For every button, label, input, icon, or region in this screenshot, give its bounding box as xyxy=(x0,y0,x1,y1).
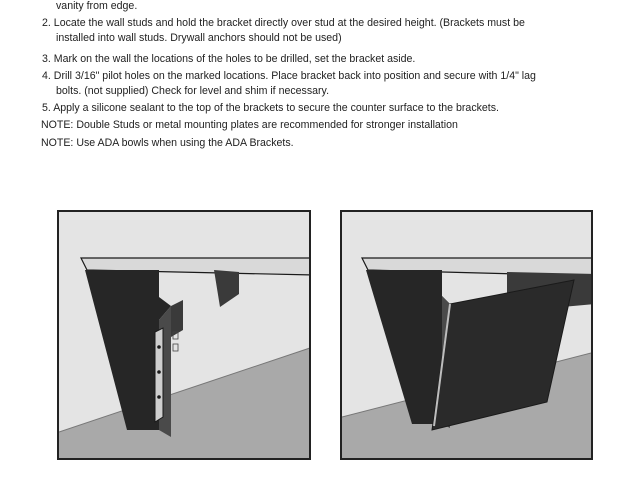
step-2-continuation: installed into wall studs. Drywall anchors should not be used) xyxy=(56,32,342,44)
step-number: 3. xyxy=(42,53,51,65)
step-4 xyxy=(42,69,536,84)
step-5 xyxy=(42,101,499,116)
step-2 xyxy=(42,16,525,31)
step-number: 2. xyxy=(42,17,51,29)
step-text: Locate the wall studs and hold the bracket directly over stud at the desired height. (Brackets must be xyxy=(53,17,525,29)
illustration-bracket-covered xyxy=(340,210,593,460)
step-text: Mark on the wall the locations of the holes to be drilled, set the bracket aside. xyxy=(53,53,416,65)
lag-bolt-hole xyxy=(157,345,161,349)
note-ada: NOTE: Use ADA bowls when using the ADA Brackets. xyxy=(41,137,294,149)
step-number: 4. xyxy=(42,70,51,82)
step-text: Drill 3/16" pilot holes on the marked locations. Place bracket back into position and secure with 1/4" lag xyxy=(53,70,536,82)
bracket-mounting-flange xyxy=(155,328,163,422)
step-text: Apply a silicone sealant to the top of the brackets to secure the counter surface to the brackets. xyxy=(53,102,499,114)
lag-bolt-hole xyxy=(157,370,161,374)
illustration-bracket-installed xyxy=(57,210,311,460)
step-number: 5. xyxy=(42,102,51,114)
bracket-installed-drawing xyxy=(59,212,311,460)
lag-bolt-hole xyxy=(157,395,161,399)
step-1-continuation: vanity from edge. xyxy=(56,0,138,12)
step-4-continuation: bolts. (not supplied) Check for level and shim if necessary. xyxy=(56,85,330,97)
bracket-covered-drawing xyxy=(342,212,593,460)
note-studs: NOTE: Double Studs or metal mounting plates are recommended for stronger installation xyxy=(41,119,458,131)
step-3 xyxy=(42,52,415,67)
